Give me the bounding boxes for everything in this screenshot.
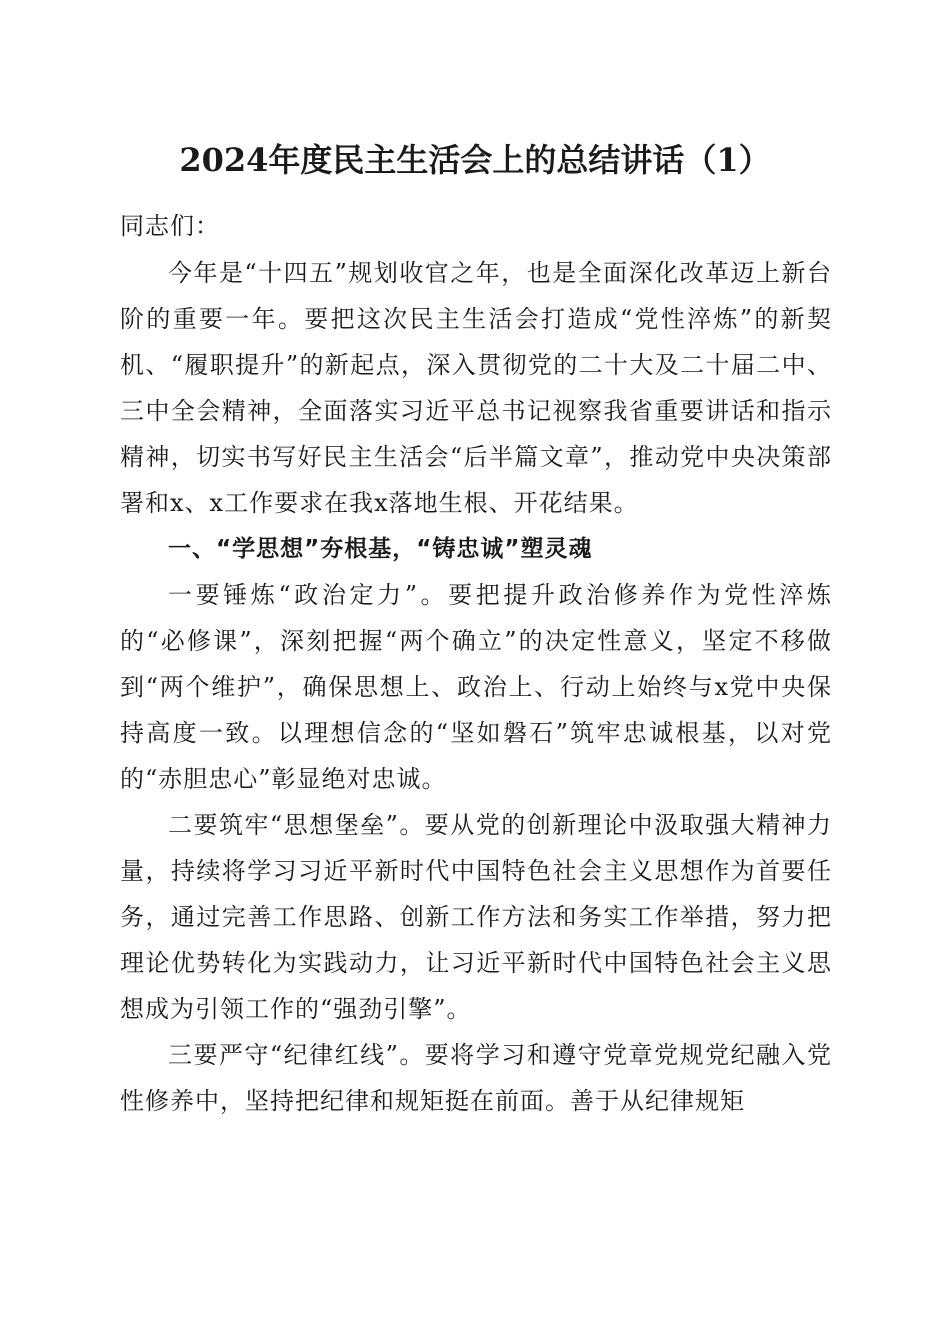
section-paragraph-2: 二要筑牢“思想堡垒”。要从党的创新理论中汲取强大精神力量，持续将学习习近平新时代中国特色社会主义思想作为首要任务，通过完善工作思路、创新工作方法和务实工作举措，努力把理论优势转化为实践动力，让习近平新时代中国特色社会主义思想成为引领工作的“强劲引擎”。 [120, 811, 832, 1023]
section-paragraph-3: 三要严守“纪律红线”。要将学习和遵守党章党规党纪融入党性修养中，坚持把纪律和规矩挺在前面。善于从纪律规矩 [120, 1041, 832, 1115]
intro-paragraph: 今年是“十四五”规划收官之年，也是全面深化改革迈上新台阶的重要一年。要把这次民主生活会打造成“党性淬炼”的新契机、“履职提升”的新起点，深入贯彻党的二十大及二十届二中、三中全会精神，全面落实习近平总书记视察我省重要讲话和指示精神，切实书写好民主生活会“后半篇文章”，推动党中央决策部署和x、x工作要求在我x落地生根、开花结果。 [120, 259, 832, 517]
salutation: 同志们： [120, 212, 220, 240]
document-body [120, 203, 832, 1124]
document-title: 2024年度民主生活会上的总结讲话（1） [179, 141, 771, 179]
section-heading: 一、“学思想”夯根基，“铸忠诚”塑灵魂 [168, 536, 593, 562]
section-paragraph-1: 一要锤炼“政治定力”。要把提升政治修养作为党性淬炼的“必修课”，深刻把握“两个确立”的决定性意义，坚定不移做到“两个维护”，确保思想上、政治上、行动上始终与x党中央保持高度一致。以理想信念的“坚如磐石”筑牢忠诚根基，以对党的“赤胆忠心”彰显绝对忠诚。 [120, 581, 832, 793]
